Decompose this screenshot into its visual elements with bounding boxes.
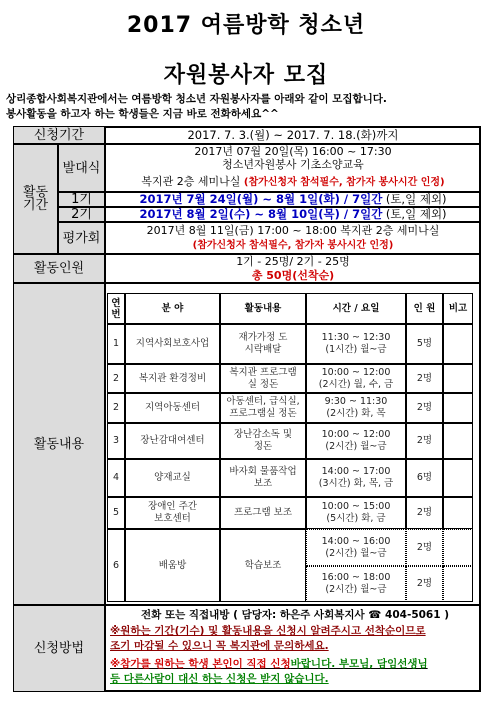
term1-label: 1기 [58,192,105,207]
period-value: 2017. 7. 3.(월) ~ 2017. 7. 18.(화)까지 [105,126,481,144]
table-row-time [306,324,406,364]
table-row-time [306,529,406,566]
headcount-total: 총 50명(선착순) [251,269,335,282]
table-row-time [306,459,406,497]
table-row-people: 2명 [406,566,443,602]
orientation-title: 청소년자원봉사 기초소양교육 [222,158,364,171]
apply-notice-green: 바랍니다. 부모님, 담임선생님 [290,658,428,670]
time-range: 16:00 ~ 18:00 [321,572,391,583]
table-row-time [306,497,406,529]
time-days: (2시간) 월, 수, 금 [318,378,394,390]
intro-text-line2: 봉사활동을 하고자 하는 학생들은 지금 바로 전화하세요^^ [6,108,279,120]
time-days: (2시간) 월~금 [325,547,387,559]
time-range: 9:30 ~ 11:30 [324,396,388,407]
table-row-task: 학습보조 [220,529,306,602]
time-days: (2시간) 월~금 [325,584,387,595]
table-row-note [443,497,473,529]
time-range: 10:00 ~ 12:00 [321,366,391,378]
table-row-field: 배움방 [125,529,220,602]
table-row-field: 장난감대여센터 [125,423,220,459]
evaluation-label: 평가회 [58,222,105,254]
time-range: 10:00 ~ 15:00 [321,501,391,512]
term1-value: 2017년 7월 24일(월) ~ 8월 1일(화) / 7일간 [139,192,383,206]
time-days: (5시간) 화, 금 [326,513,386,524]
time-days: (2시간) 화, 목 [326,408,386,419]
table-row-people: 2명 [406,393,443,423]
apply-notice-line3 [110,657,480,671]
table-row-no: 1 [107,324,125,364]
intro-text-line1: 상리종합사회복지관에서는 여름방학 청소년 자원봉사자를 아래와 같이 모집합니다. [6,93,387,105]
term2-suffix: (토,일 제외) [385,207,447,221]
table-row-field: 양재교실 [125,459,220,497]
apply-notice-red: ※참가를 원하는 학생 본인이 직접 신청 [110,658,291,670]
term2-label: 2기 [58,207,105,222]
table-row-no: 4 [107,459,125,497]
table-row-task: 아동센터, 급식실, 프로그램실 정돈 [220,393,306,423]
col-header-task: 활동내용 [220,293,306,324]
table-row-note [443,459,473,497]
table-row-people: 2명 [406,497,443,529]
table-row-field: 지역사회보호사업 [125,324,220,364]
time-range: 10:00 ~ 12:00 [321,429,391,440]
table-row-field: 지역아동센터 [125,393,220,423]
term1-suffix: (토,일 제외) [385,192,447,206]
table-row-no: 6 [107,529,125,602]
table-row-people: 5명 [406,324,443,364]
table-row-note [443,566,473,602]
time-range: 14:00 ~ 16:00 [321,535,391,547]
table-row-task: 바자회 물품작업 보조 [220,459,306,497]
apply-notice-line1: ※원하는 기간(기수) 및 활동내용을 신청시 알려주시고 선착순이므로 [110,625,426,637]
table-row-note [443,423,473,459]
apply-label: 신청방법 [13,605,105,692]
table-row-field: 장애인 주간보호센터 [125,497,220,529]
evaluation-note: (참가신청자 참석필수, 참가자 봉사시간 인정) [192,240,394,251]
col-header-no: 연번 [107,293,125,324]
page-title-line1: 2017 여름방학 청소년 [126,13,366,38]
col-header-people: 인 원 [406,293,443,324]
term1-info [105,192,481,207]
table-row-note [443,364,473,393]
orientation-place [105,175,481,189]
col-header-field: 분 야 [125,293,220,324]
table-row-task: 복지관 프로그램실 정돈 [220,364,306,393]
headcount-label: 활동인원 [13,254,105,283]
table-row-task: 장난감소독 및 정돈 [220,423,306,459]
time-days: (3시간) 화, 목, 금 [318,478,394,489]
orientation-note: (참가신청자 참석필수, 참가자 봉사시간 인정) [243,177,445,188]
page-title-line2: 자원봉사자 모집 [163,63,329,88]
headcount-terms: 1기 - 25명/ 2기 - 25명 [236,255,350,268]
table-row-task: 프로그램 보조 [220,497,306,529]
table-row-note [443,529,473,566]
time-days: (2시간) 월~금 [325,441,387,452]
table-row-time [306,393,406,423]
time-range: 14:00 ~ 17:00 [321,466,391,477]
orientation-label: 발대식 [58,144,105,192]
table-row-people: 2명 [406,529,443,566]
table-row-no: 2 [107,364,125,393]
time-days: (1시간) 월~금 [325,344,387,355]
table-row-task: 재가가정 도시락배달 [220,324,306,364]
table-row-time [306,566,406,602]
table-row-no: 2 [107,393,125,423]
apply-contact: 전화 또는 직접내방 ( 담당자: 하은주 사회복지사 ☎ 404-5061 ) [141,609,449,621]
table-row-time [306,423,406,459]
table-row-no: 5 [107,497,125,529]
table-row-people: 2명 [406,423,443,459]
evaluation-date: 2017년 8월 11일(금) 17:00 ~ 18:00 복지관 2층 세미나실 [146,224,440,237]
table-row-time [306,364,406,393]
apply-notice-line4: 등 다른사람이 대신 하는 신청은 받지 않습니다. [110,673,329,685]
term2-value: 2017년 8월 2일(수) ~ 8월 10일(목) / 7일간 [139,207,383,221]
orientation-place-text: 복지관 2층 세미나실 [141,175,241,188]
content-label: 활동내용 [13,283,105,605]
apply-notice-line2: 조기 마감될 수 있으니 꼭 복지관에 문의하세요. [110,640,329,652]
col-header-time: 시간 / 요일 [306,293,406,324]
term2-info [105,207,481,222]
table-row-field: 복지관 환경정비 [125,364,220,393]
activity-period-label: 활동 기간 [13,144,58,254]
time-range: 11:30 ~ 12:30 [321,332,391,343]
table-row-no: 3 [107,423,125,459]
orientation-date: 2017년 07월 20일(목) 16:00 ~ 17:30 [194,145,392,158]
period-label: 신청기간 [13,126,105,144]
table-row-note [443,324,473,364]
table-row-people: 2명 [406,364,443,393]
col-header-note: 비고 [443,293,473,324]
table-row-people: 6명 [406,459,443,497]
table-row-note [443,393,473,423]
